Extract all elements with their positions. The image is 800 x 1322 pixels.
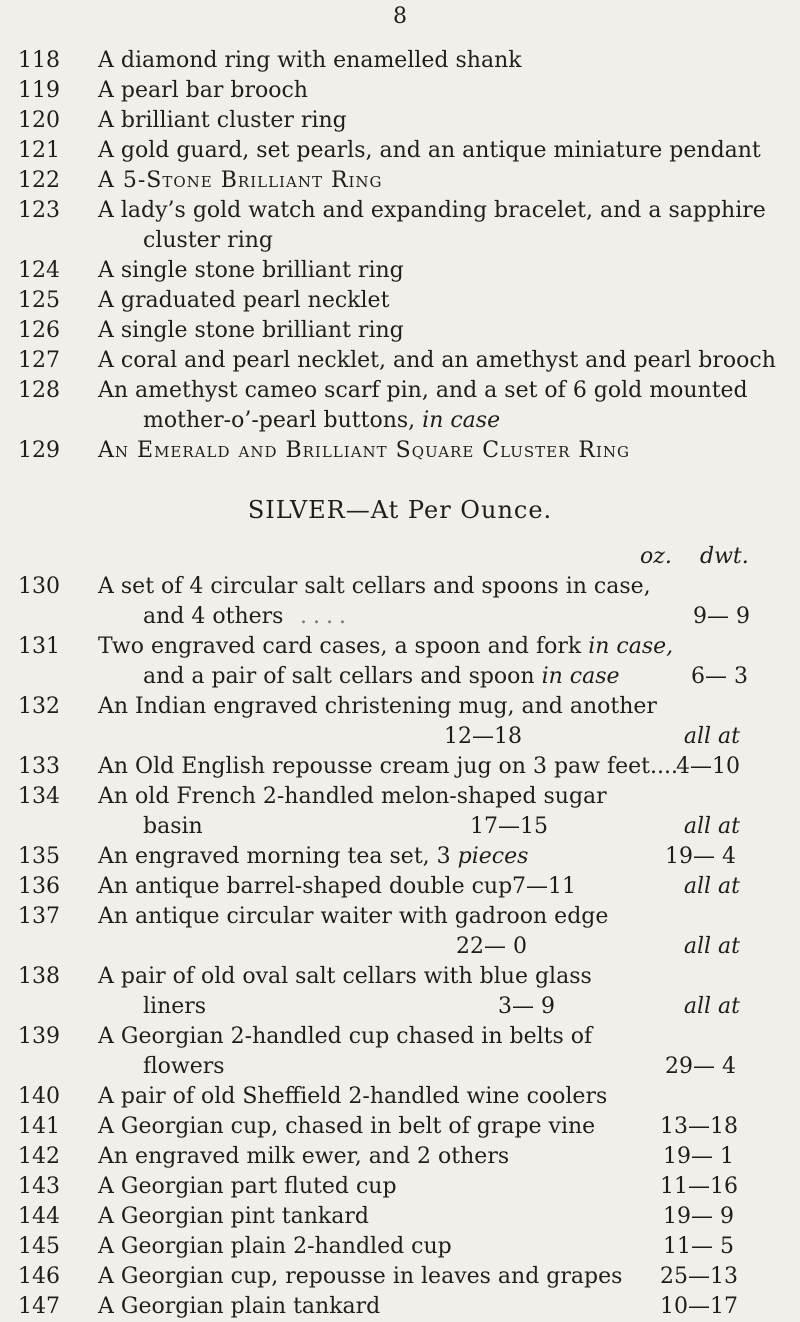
item-text: basin	[143, 814, 203, 839]
item-value: 19— 1	[663, 1144, 734, 1169]
item-number: 145	[18, 1234, 60, 1259]
item-text: and 4 others	[143, 604, 284, 629]
item-number: 129	[18, 438, 60, 463]
item-number: 137	[18, 904, 60, 929]
item-weight: 3— 9	[498, 994, 555, 1019]
item-number: 127	[18, 348, 60, 373]
item-value: 25—13	[660, 1264, 738, 1289]
item-text: An Old English repousse cream jug on 3 paw feet....	[98, 754, 678, 779]
leader-dots: ....	[300, 604, 352, 629]
item-text: A set of 4 circular salt cellars and spoons in case,	[98, 574, 651, 599]
item-weight: 22— 0	[456, 934, 527, 959]
item-number: 139	[18, 1024, 60, 1049]
item-value: 6— 3	[691, 664, 748, 689]
item-text: An antique barrel-shaped double cup	[98, 874, 513, 899]
item-value: 11—16	[660, 1174, 738, 1199]
item-value: 10—17	[660, 1294, 738, 1319]
item-value: 9— 9	[693, 604, 750, 629]
item-text: cluster ring	[143, 228, 273, 253]
item-text: An engraved milk ewer, and 2 others	[98, 1144, 510, 1169]
page-number: 8	[393, 4, 407, 29]
item-number: 146	[18, 1264, 60, 1289]
item-number: 130	[18, 574, 60, 599]
item-text: flowers	[143, 1054, 225, 1079]
item-number: 131	[18, 634, 60, 659]
item-text: An engraved morning tea set, 3	[98, 844, 451, 869]
item-value: 29— 4	[665, 1054, 736, 1079]
item-number: 136	[18, 874, 60, 899]
item-text: A graduated pearl necklet	[98, 288, 390, 313]
item-number: 144	[18, 1204, 60, 1229]
item-weight: 7—11	[512, 874, 576, 899]
item-text: An amethyst cameo scarf pin, and a set of 6 gold mounted	[98, 378, 748, 403]
item-number: 126	[18, 318, 60, 343]
item-text: A gold guard, set pearls, and an antique miniature pendant	[98, 138, 761, 163]
item-number: 138	[18, 964, 60, 989]
item-text: A Georgian plain 2-handled cup	[98, 1234, 452, 1259]
item-text: A pair of old oval salt cellars with blue glass	[98, 964, 592, 989]
item-weight: 12—18	[444, 724, 522, 749]
item-number: 121	[18, 138, 60, 163]
item-text-italic: in case	[422, 408, 501, 433]
item-text: An Indian engraved christening mug, and another	[98, 694, 657, 719]
item-text: A single stone brilliant ring	[98, 318, 404, 343]
item-text: A coral and pearl necklet, and an amethyst and pearl brooch	[98, 348, 776, 373]
item-value: all at	[683, 994, 740, 1019]
item-number: 142	[18, 1144, 60, 1169]
item-number: 122	[18, 168, 60, 193]
item-value: 11— 5	[663, 1234, 734, 1259]
item-number: 119	[18, 78, 60, 103]
item-value: all at	[683, 934, 740, 959]
item-number: 128	[18, 378, 60, 403]
item-text: A pair of old Sheffield 2-handled wine coolers	[98, 1084, 608, 1109]
item-number: 125	[18, 288, 60, 313]
unit-oz: oz.	[640, 544, 672, 569]
item-value: 13—18	[660, 1114, 738, 1139]
item-text: A diamond ring with enamelled shank	[98, 48, 522, 73]
item-text: A Georgian pint tankard	[98, 1204, 369, 1229]
item-value: 19— 4	[665, 844, 736, 869]
item-number: 134	[18, 784, 60, 809]
item-number: 143	[18, 1174, 60, 1199]
item-number: 120	[18, 108, 60, 133]
item-text: A 5-Stone Brilliant Ring	[98, 168, 383, 193]
unit-dwt: dwt.	[700, 544, 749, 569]
item-text: A single stone brilliant ring	[98, 258, 404, 283]
item-number: 133	[18, 754, 60, 779]
item-text: A Georgian part fluted cup	[98, 1174, 397, 1199]
item-number: 135	[18, 844, 60, 869]
item-value: all at	[683, 874, 740, 899]
item-number: 118	[18, 48, 60, 73]
item-text: Two engraved card cases, a spoon and fork	[98, 634, 582, 659]
item-weight: 17—15	[470, 814, 548, 839]
item-text: and a pair of salt cellars and spoon	[143, 664, 535, 689]
item-text: An old French 2-handled melon-shaped sugar	[98, 784, 607, 809]
item-number: 147	[18, 1294, 60, 1319]
item-text: A brilliant cluster ring	[98, 108, 347, 133]
item-text: mother-o’-pearl buttons,	[143, 408, 416, 433]
item-text-italic: in case	[541, 664, 620, 689]
item-text: An antique circular waiter with gadroon edge	[98, 904, 609, 929]
item-text: liners	[143, 994, 207, 1019]
item-value: all at	[683, 724, 740, 749]
item-value: 19— 9	[663, 1204, 734, 1229]
item-text: A pearl bar brooch	[98, 78, 308, 103]
item-value: 4—10	[676, 754, 740, 779]
item-number: 140	[18, 1084, 60, 1109]
item-number: 141	[18, 1114, 60, 1139]
item-text: A Georgian plain tankard	[98, 1294, 381, 1319]
item-text: An Emerald and Brilliant Square Cluster Ring	[98, 438, 630, 463]
item-number: 124	[18, 258, 60, 283]
item-value: all at	[683, 814, 740, 839]
item-text: A lady’s gold watch and expanding bracelet, and a sapphire	[98, 198, 766, 223]
item-text: A Georgian cup, repousse in leaves and grapes	[98, 1264, 623, 1289]
section-title: SILVER—At Per Ounce.	[247, 496, 553, 524]
item-text-italic: pieces	[457, 844, 529, 869]
item-text: A Georgian 2-handled cup chased in belts of	[98, 1024, 593, 1049]
item-text-italic: in case,	[588, 634, 674, 659]
item-number: 123	[18, 198, 60, 223]
item-number: 132	[18, 694, 60, 719]
item-text: A Georgian cup, chased in belt of grape vine	[98, 1114, 596, 1139]
